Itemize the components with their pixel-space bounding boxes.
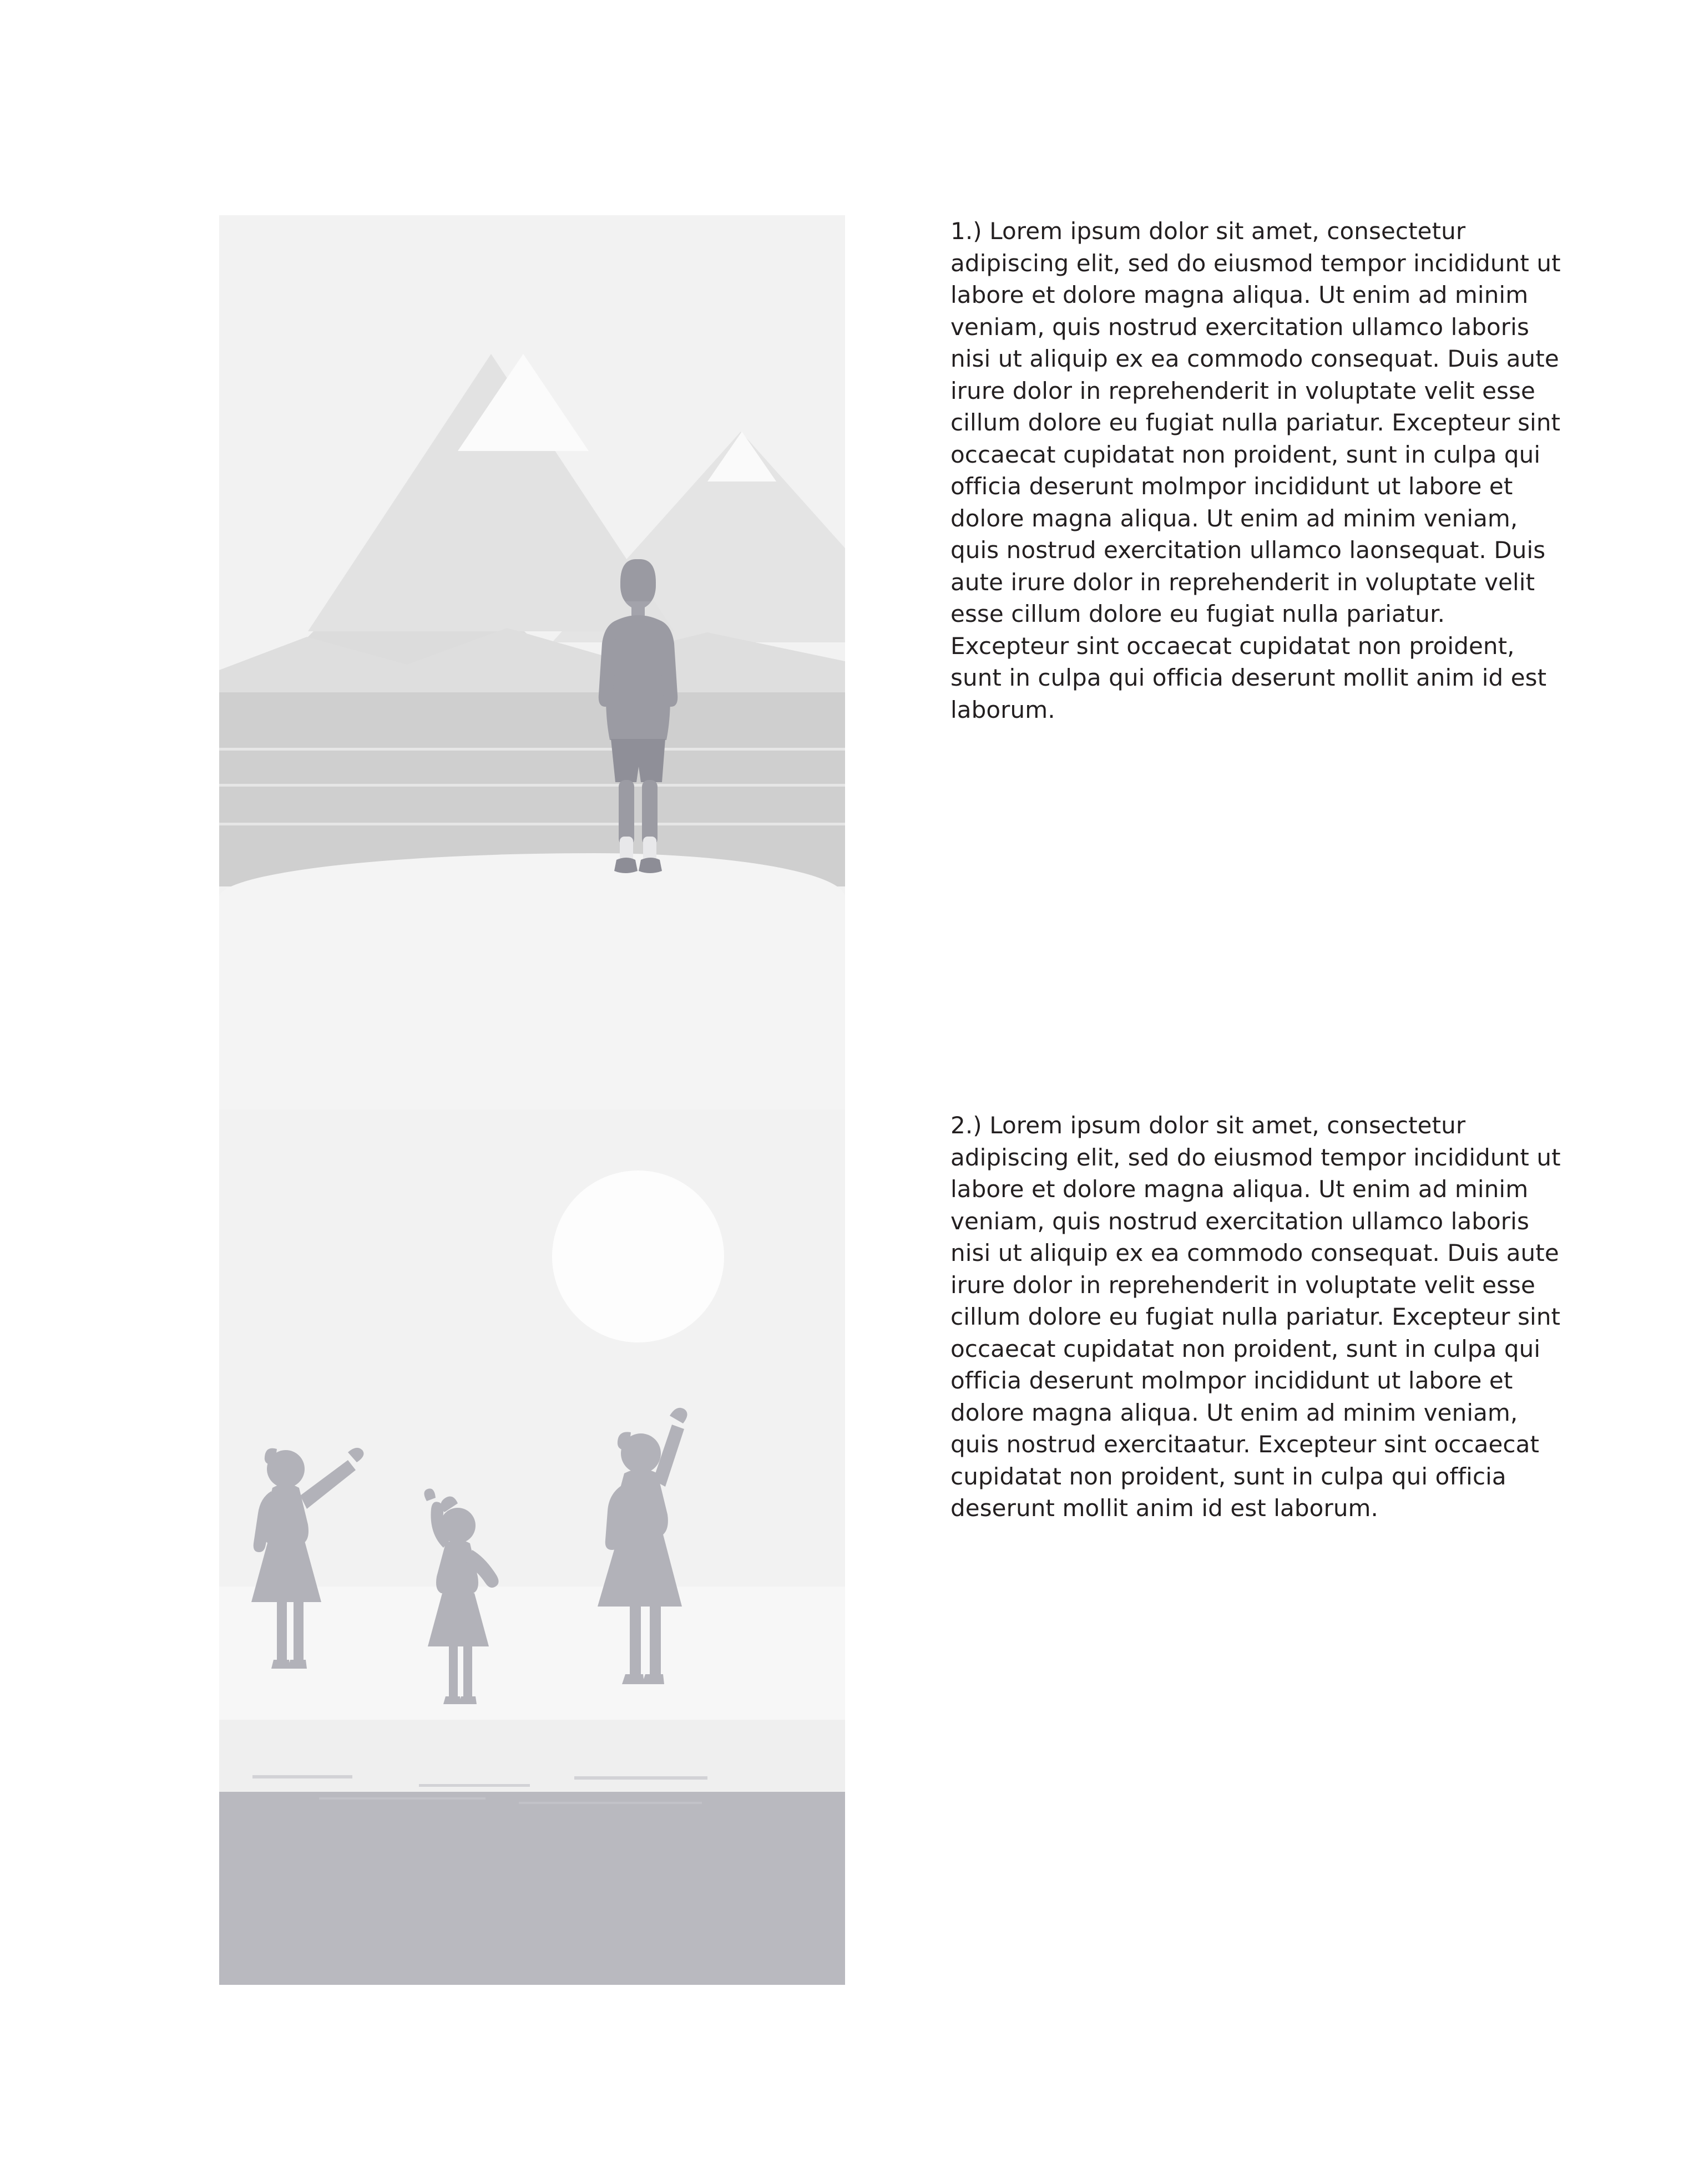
hiker-silhouette-icon <box>585 559 691 881</box>
figure-children-beach <box>219 1109 845 1985</box>
entry-2 <box>219 1109 1566 1985</box>
sun-disc <box>552 1170 724 1342</box>
text-column-1 <box>950 215 1566 1118</box>
entry-1 <box>219 215 1566 1118</box>
snow-cap-right <box>707 432 776 482</box>
water-line-2 <box>219 784 845 787</box>
paragraph-1: 1.) Lorem ipsum dolor sit amet, consectetur adipiscing elit, sed do eiusmod tempor incididunt ut labore et dolore magna aliqua. Ut enim ad minim veniam, quis nostrud exercitation ullamco laboris nisi ut aliquip ex ea commodo consequat. Duis aute irure dolor in reprehenderit in voluptate velit esse cillum dolore eu fugiat nulla pariatur. Excepteur sint occaecat cupidatat non proident, sunt in culpa qui officia deserunt molmpor incididunt ut labore et dolore magna aliqua. Ut enim ad minim veniam, quis nostrud exercitation ullamco laonsequat. Duis aute irure dolor in reprehenderit in voluptate velit esse cillum dolore eu fugiat nulla pariatur. Excepteur sint occaecat cupidatat non proident, sunt in culpa qui officia deserunt mollit anim id est laborum. <box>950 217 1561 723</box>
shoreline <box>219 853 845 1118</box>
text-column-2 <box>950 1109 1566 1985</box>
children-silhouettes-icon <box>219 1387 845 1842</box>
water-line-3 <box>219 823 845 825</box>
snow-cap-main <box>458 354 589 451</box>
figure-hiker-mountain-lake <box>219 215 845 1118</box>
water-line-1 <box>219 748 845 751</box>
paragraph-2: 2.) Lorem ipsum dolor sit amet, consectetur adipiscing elit, sed do eiusmod tempor incididunt ut labore et dolore magna aliqua. Ut enim ad minim veniam, quis nostrud exercitation ullamco laboris nisi ut aliquip ex ea commodo consequat. Duis aute irure dolor in reprehenderit in voluptate velit esse cillum dolore eu fugiat nulla pariatur. Excepteur sint occaecat cupidatat non proident, sunt in culpa qui officia deserunt molmpor incididunt ut labore et dolore magna aliqua. Ut enim ad minim veniam, quis nostrud exercitaatur. Excepteur sint occaecat cupidatat non proident, sunt in culpa qui officia deserunt mollit anim id est laborum. <box>950 1112 1561 1522</box>
